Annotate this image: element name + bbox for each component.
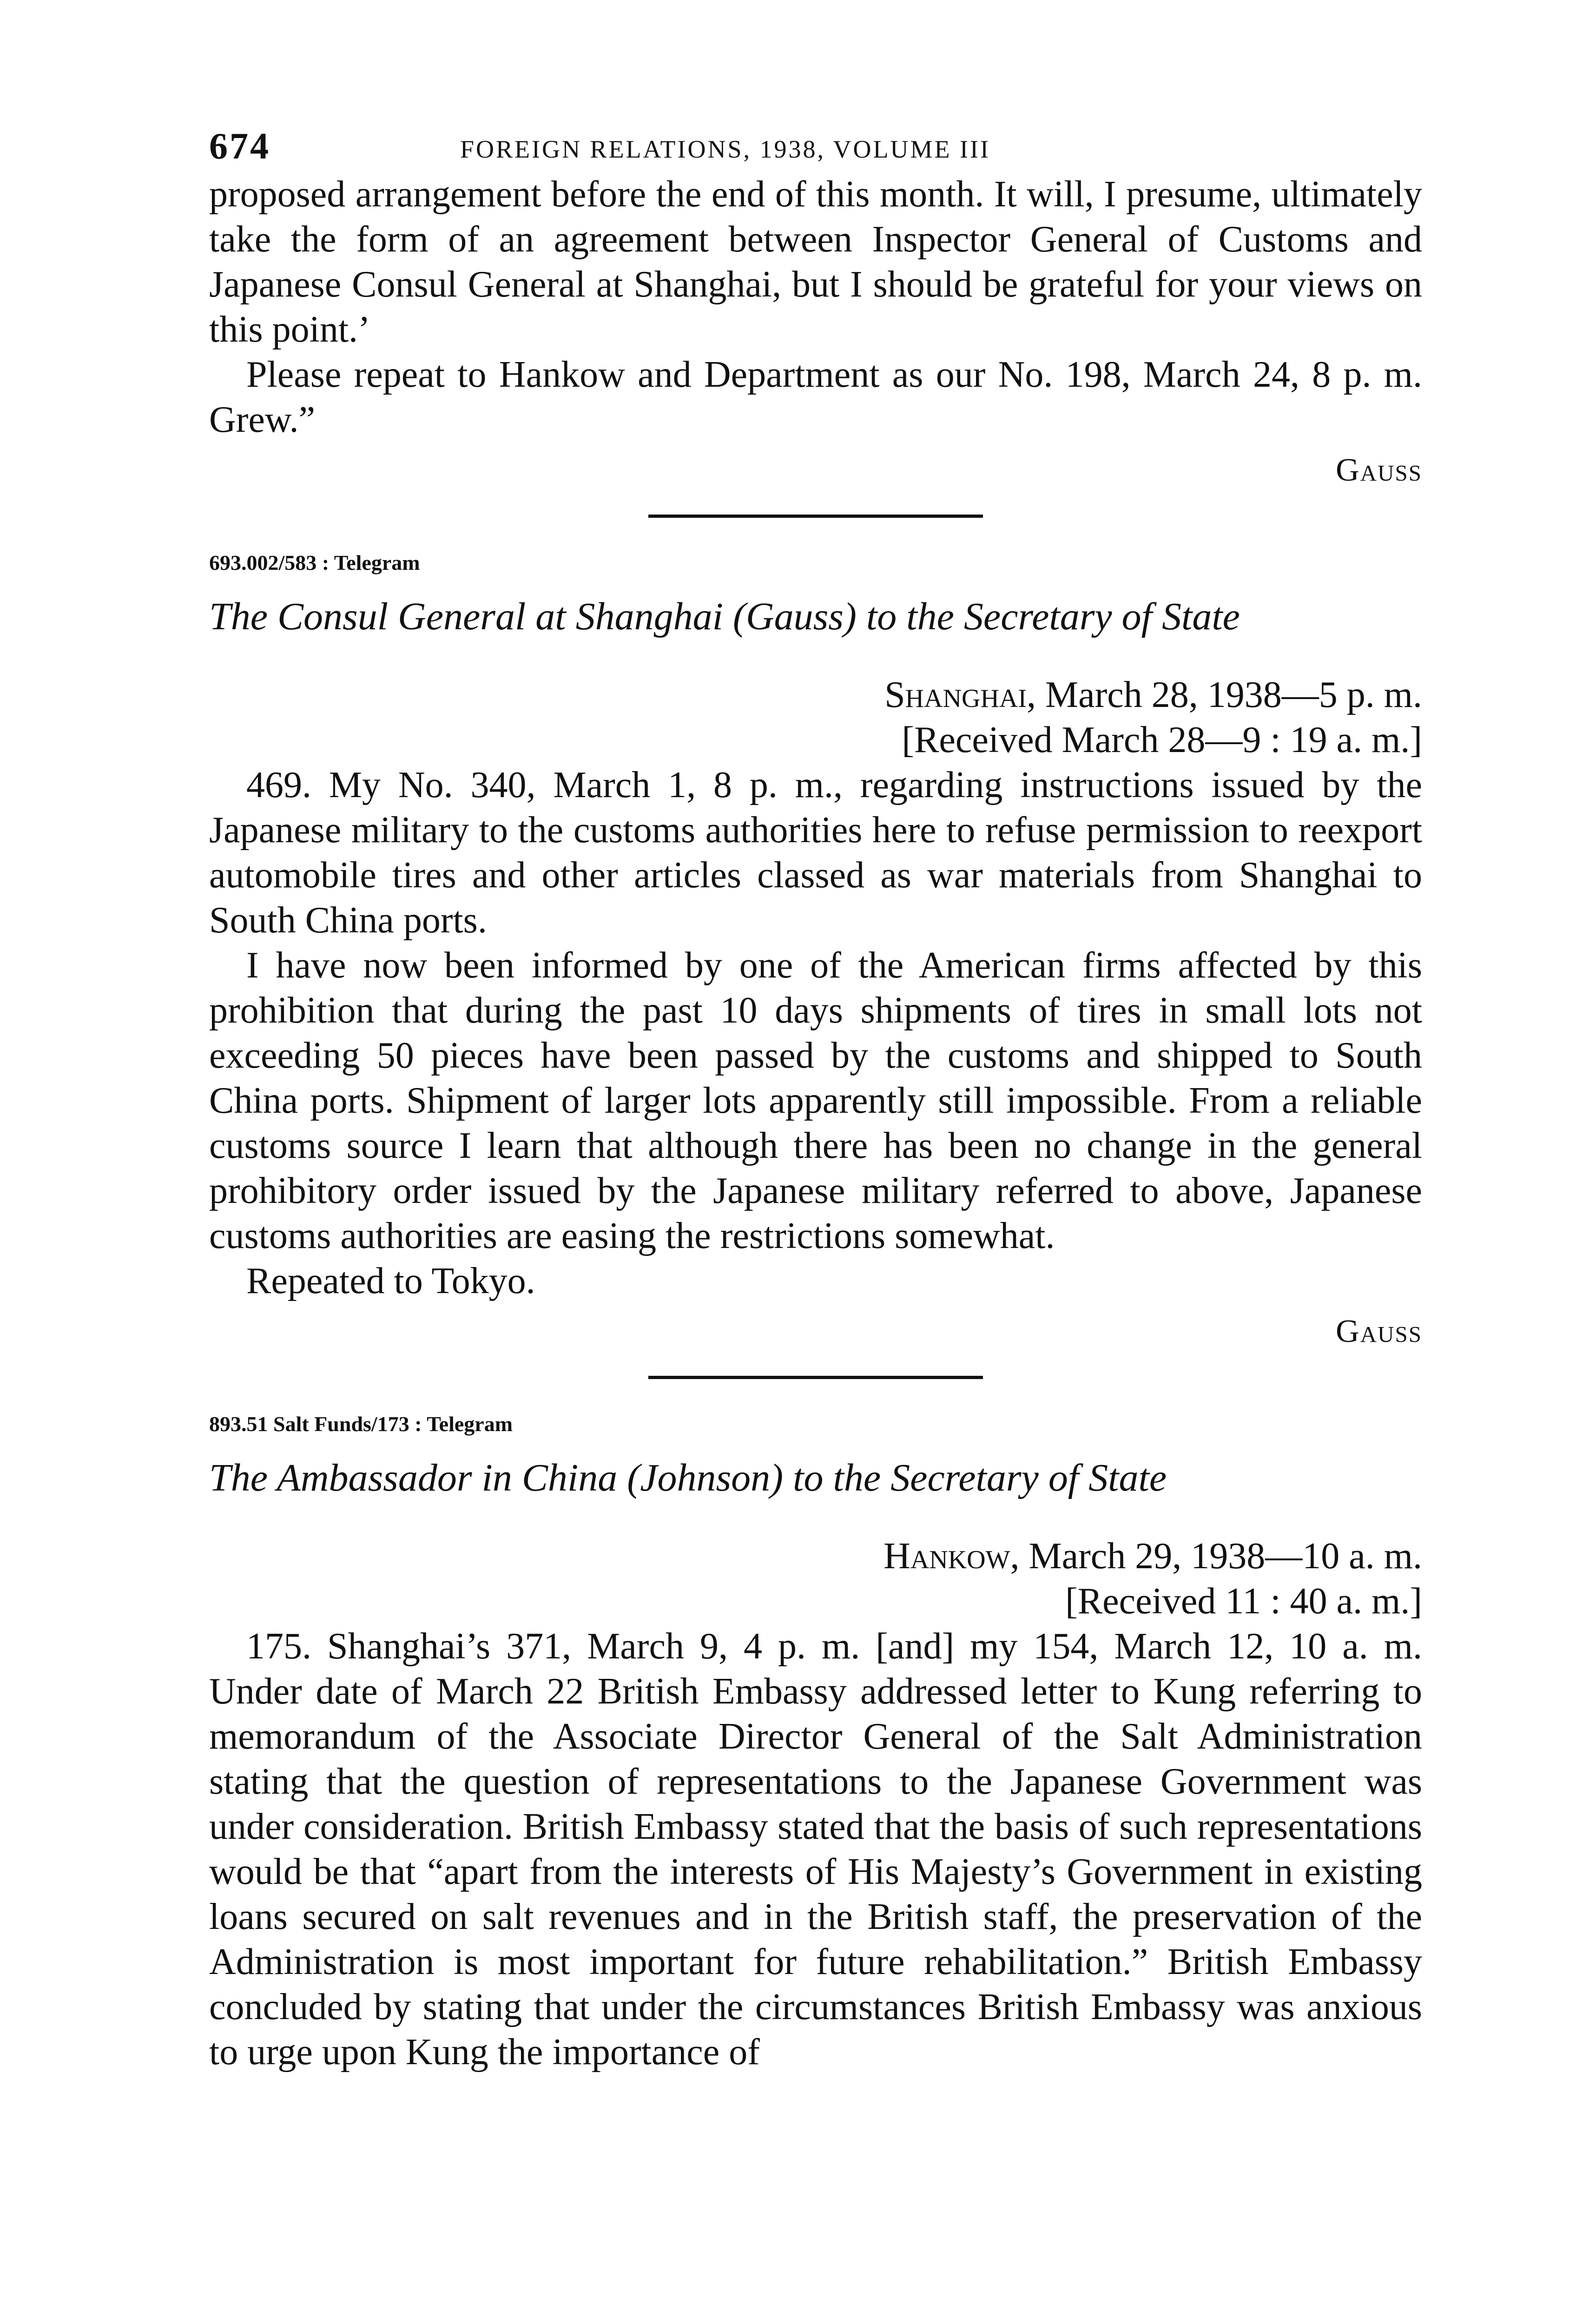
document (209, 1412, 1422, 2075)
signature: Gauss (1336, 452, 1422, 488)
file-reference: 693.002/583 : Telegram (209, 551, 420, 574)
dateline (209, 1534, 1422, 1579)
received-note: [Received 11 : 40 a. m.] (1065, 1581, 1422, 1622)
page-number: 674 (209, 126, 270, 167)
document-title: The Consul General at Shanghai (Gauss) to the Secretary of State (209, 595, 1240, 638)
paragraph: proposed arrangement before the end of this month. It will, I presume, ultimately take the form of an agreement between Inspector General of Customs and Japanese Consul General at Shanghai, but I should be grateful for your views on this point.’ (209, 174, 1422, 350)
document (209, 550, 1422, 1350)
paragraph: 469. My No. 340, March 1, 8 p. m., regarding instructions issued by the Japanese military to the customs authorities here to refuse permission to reexport automobile tires and other articles classed as war materials from Shanghai to South China ports. (209, 765, 1422, 941)
section-divider (648, 515, 983, 518)
received-note: [Received March 28—9 : 19 a. m.] (902, 720, 1422, 760)
running-title: FOREIGN RELATIONS, 1938, VOLUME III (460, 135, 990, 163)
document-title: The Ambassador in China (Johnson) to the Secretary of State (209, 1456, 1167, 1499)
dateline-date: March 28, 1938—5 p. m. (1035, 674, 1422, 715)
running-head (209, 116, 1422, 172)
file-reference: 893.51 Salt Funds/173 : Telegram (209, 1412, 513, 1436)
prior-document (209, 172, 1422, 489)
paragraph: Please repeat to Hankow and Department as our No. 198, March 24, 8 p. m. Grew.” (209, 354, 1422, 440)
dateline (209, 673, 1422, 718)
section-divider (648, 1376, 983, 1379)
paragraph: I have now been informed by one of the American firms affected by this prohibition that during the past 10 days shipments of tires in small lots not exceeding 50 pieces have been passed by the customs and shipped to South China ports. Shipment of larger lots apparently still impossible. From a reliable customs source I learn that although there has been no change in the general prohibitory order issued by the Japanese military referred to above, Japanese customs authorities are easing the restrictions somewhat. (209, 945, 1422, 1256)
paragraph: Repeated to Tokyo. (246, 1261, 535, 1301)
dateline-date: March 29, 1938—10 a. m. (1019, 1536, 1422, 1577)
page (209, 116, 1422, 2075)
paragraph: 175. Shanghai’s 371, March 9, 4 p. m. [and] my 154, March 12, 10 a. m. Under date of March 22 British Embassy addressed letter to Kung referring to memorandum of the Associate Director General of the Salt Administration stating that the question of representations to the Japanese Government was under consideration. British Embassy stated that the basis of such representations would be that “apart from the interests of His Majesty’s Government in existing loans secured on salt revenues and in the British staff, the preservation of the Administration is most important for future rehabilitation.” British Embassy concluded by stating that under the circumstances British Embassy was anxious to urge upon Kung the importance of (209, 1626, 1422, 2073)
dateline-place: Hankow, (884, 1536, 1020, 1577)
dateline-place: Shanghai, (884, 674, 1036, 715)
signature: Gauss (1336, 1314, 1422, 1349)
